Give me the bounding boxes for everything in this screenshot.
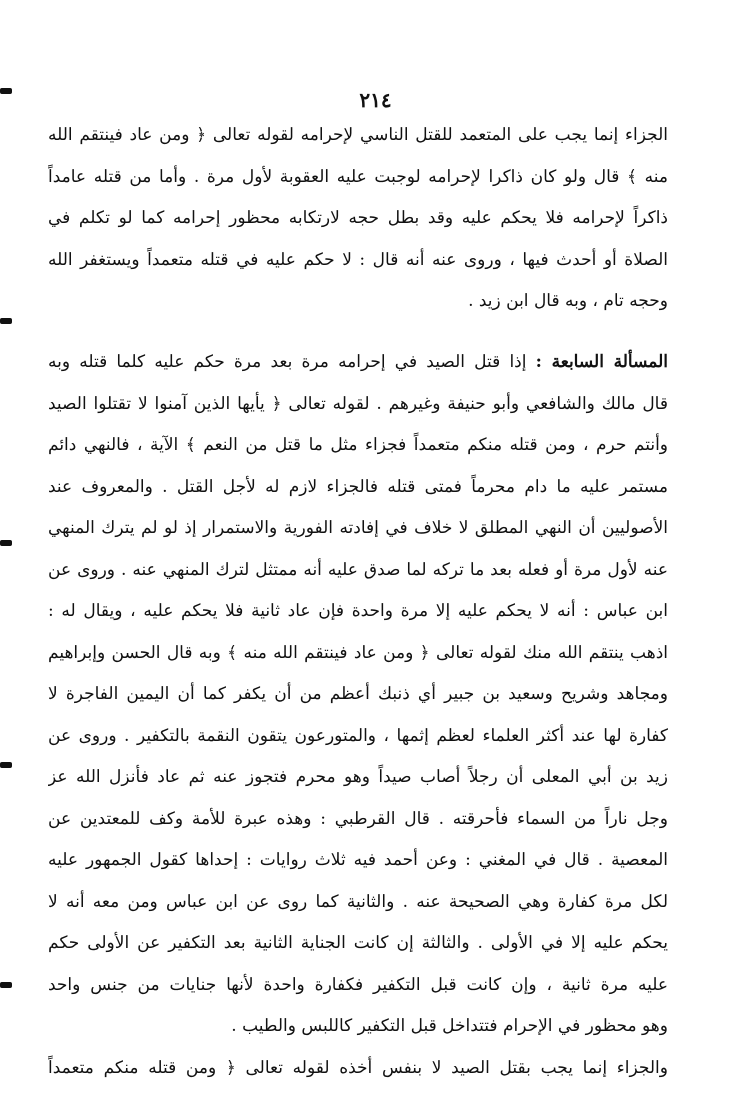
text-line: الجزاء إنما يجب على المتعمد للقتل الناسي لإحرامه لقوله تعالى ﴿ ومن عاد فينتقم الله xyxy=(48,125,668,145)
text-line: قال مالك والشافعي وأبو حنيفة وغيرهم . لقوله تعالى ﴿ يأيها الذين آمنوا لا تقتلوا الصيد xyxy=(48,393,668,414)
text-line: وحجه تام ، وبه قال ابن زيد . xyxy=(468,291,668,311)
text-line: ذاكراً لإحرامه فلا يحكم عليه وقد بطل حجه لارتكابه محظور إحرامه كما لو تكلم في xyxy=(48,208,668,228)
text-line: وجل ناراً من السماء فأحرقته . قال القرطبي : وهذه عبرة للأمة وكف للمعتدين عن xyxy=(48,808,668,829)
text-line: المعصية . قال في المغني : وعن أحمد فيه ثلاث روايات : إحداها كقول الجمهور عليه xyxy=(48,850,668,870)
paragraph-2 xyxy=(48,342,668,1089)
text-line: الأصوليين أن النهي المطلق لا خلاف في إفادته الفورية والاستمرار إذ لو لم يترك المنهي xyxy=(48,518,668,538)
text-line: لكل مرة كفارة وهي الصحيحة عنه . والثانية كما روى عن ابن عباس ومن معه أنه لا xyxy=(48,891,668,912)
text-line: عليه مرة ثانية ، وإن كانت قبل التكفير فكفارة واحدة لأنها جنايات من جنس واحد xyxy=(48,974,668,995)
text-line: والجزاء إنما يجب بقتل الصيد لا بنفس أخذه لقوله تعالى ﴿ ومن قتله منكم متعمداً xyxy=(48,1057,668,1078)
text-line: عنه لأول مرة أو فعله بعد ما تركه لما صدق عليه أنه ممتثل لترك المنهي عنه . وروى عن xyxy=(48,559,668,580)
text-line: ومجاهد وشريح وسعيد بن جبير أي ذنبك أعظم من أن يكفر كما أن اليمين الفاجرة لا xyxy=(48,684,668,704)
margin-mark xyxy=(0,540,12,546)
text-line: مستمر عليه ما دام محرماً فمتى قتله فالجزاء لازم له لأجل القتل . والمعروف عند xyxy=(48,476,668,497)
text-line: الصلاة أو أحدث فيها ، وروى عنه أنه قال : لا حكم عليه في قتله متعمداً ويستغفر الله xyxy=(48,249,668,270)
text-line xyxy=(48,342,668,384)
section-heading: المسألة السابعة : xyxy=(535,352,668,372)
text-line: ابن عباس : أنه لا يحكم عليه إلا مرة واحدة فإن عاد ثانية فلا يحكم عليه ، ويقال له : xyxy=(48,601,668,621)
text-line: اذهب ينتقم الله منك لقوله تعالى ﴿ ومن عاد فينتقم الله منه ﴾ وبه قال الحسن وإبراهيم xyxy=(48,642,668,663)
paragraph-1 xyxy=(48,115,668,323)
page-number: ٢١٤ xyxy=(359,88,392,112)
text-line: يحكم عليه إلا في الأولى . والثالثة إن كانت الجناية الثانية بعد التكفير عن الأولى حكم xyxy=(48,933,668,953)
text-line: زيد بن أبي المعلى أن رجلاً أصاب صيداً وهو محرم فتجوز عنه ثم عاد فأنزل الله عز xyxy=(48,767,668,787)
margin-mark xyxy=(0,762,12,768)
margin-mark xyxy=(0,982,12,988)
text-line: منه ﴾ قال ولو كان ذاكرا لإحرامه لوجبت عليه العقوبة لأول مرة . وأما من قتله عامداً xyxy=(48,166,668,187)
text-line: وهو محظور في الإحرام فتتداخل قبل التكفير كاللبس والطيب . xyxy=(231,1016,668,1036)
text-line: وأنتم حرم ، ومن قتله منكم متعمداً فجزاء مثل ما قتل من النعم ﴾ الآية ، فالنهي دائم xyxy=(48,435,668,455)
margin-mark xyxy=(0,318,12,324)
heading-line-text: إذا قتل الصيد في إحرامه مرة بعد مرة حكم عليه كلما قتله وبه xyxy=(48,352,527,372)
text-line: كفارة لها عند أكثر العلماء لعظم إثمها ، والمتورعون يتقون النقمة بالتكفير . وروى عن xyxy=(48,725,668,746)
